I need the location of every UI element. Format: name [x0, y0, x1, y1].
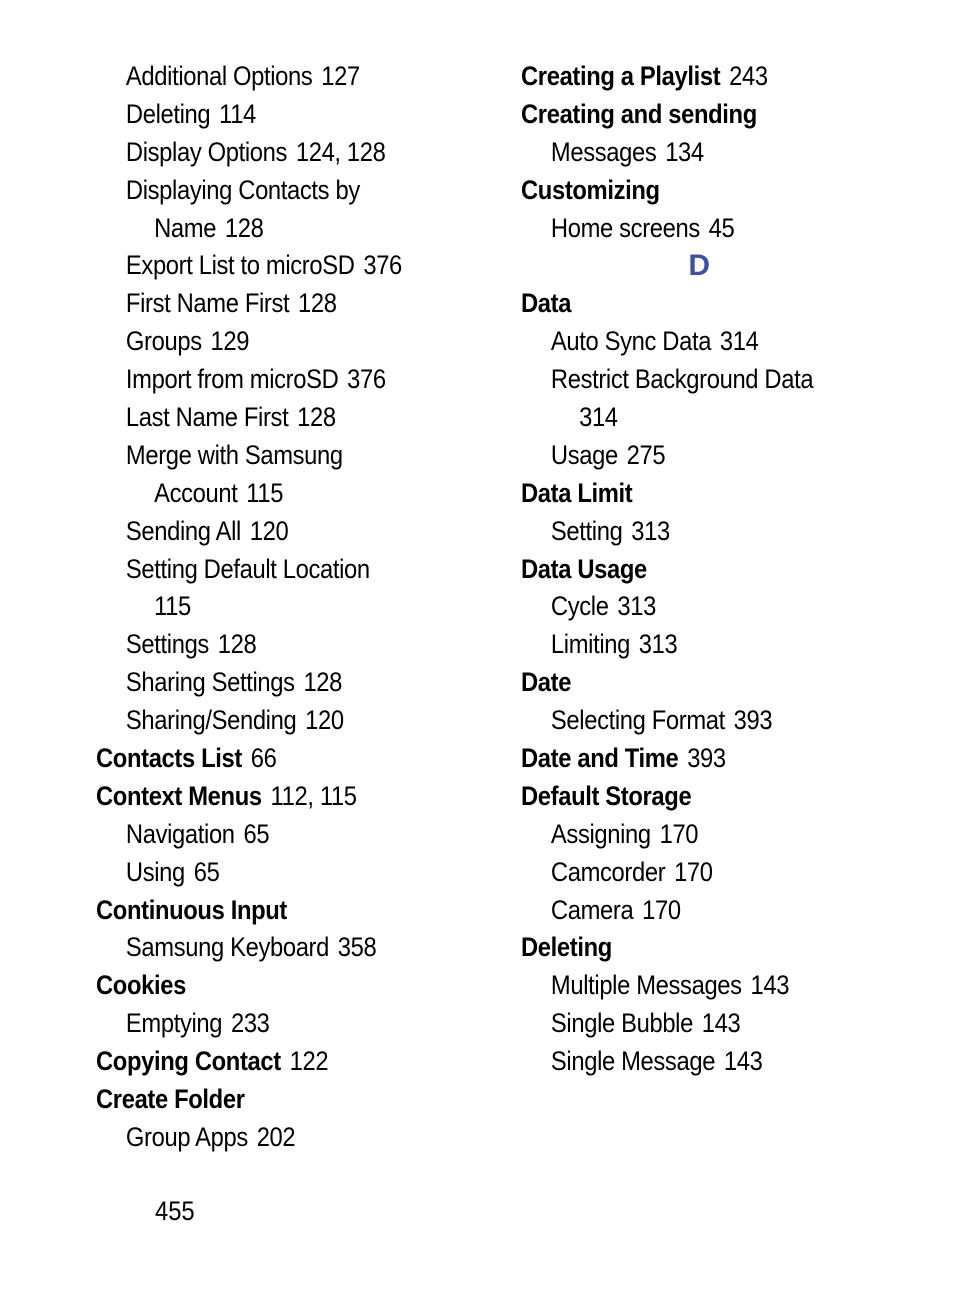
entry-term: Emptying: [125, 1008, 223, 1039]
entry-page-ref: 143: [701, 1008, 741, 1039]
entry-term: Default Storage: [521, 780, 692, 811]
entry-term: Usage: [550, 439, 618, 470]
entry-term: Displaying Contacts by: [125, 174, 360, 205]
index-subentry: [96, 854, 448, 892]
index-subentry: [96, 929, 448, 967]
index-subentry: [96, 172, 448, 210]
entry-page-ref: 120: [305, 705, 344, 736]
entry-term: Create Folder: [96, 1084, 245, 1115]
index-entry: [521, 551, 873, 589]
entry-page-ref: 128: [217, 629, 257, 660]
index-entry: [96, 1081, 448, 1119]
index-subentry: [521, 626, 873, 664]
entry-page-ref: 314: [579, 402, 618, 433]
entry-page-ref: 65: [193, 856, 220, 887]
entry-term: Context Menus: [96, 780, 262, 811]
index-entry: [96, 740, 448, 778]
index-subentry: [96, 134, 448, 172]
index-subentry-continuation: [521, 399, 873, 437]
index-subentry: [96, 551, 448, 589]
entry-term: Navigation: [125, 818, 235, 849]
entry-term: Cycle: [550, 591, 609, 622]
entry-page-ref: 114: [219, 98, 256, 129]
entry-term: Name: [154, 212, 217, 243]
entry-page-ref: 170: [642, 894, 681, 925]
entry-term: Settings: [125, 629, 209, 660]
entry-page-ref: 358: [337, 932, 377, 963]
entry-page-ref: 115: [154, 591, 191, 622]
index-subentry-continuation: [96, 475, 448, 513]
index-subentry: [96, 323, 448, 361]
entry-term: Date and Time: [521, 743, 679, 774]
entry-term: Additional Options: [125, 61, 313, 91]
entry-page-ref: 376: [363, 250, 402, 281]
entry-term: Data Usage: [521, 553, 647, 584]
index-subentry: [96, 361, 448, 399]
index-subentry: [521, 854, 873, 892]
entry-term: Samsung Keyboard: [125, 932, 329, 963]
entry-term: Home screens: [550, 212, 700, 243]
entry-page-ref: 143: [750, 970, 790, 1001]
index-entry: [96, 892, 448, 930]
index-subentry: [521, 892, 873, 930]
entry-term: First Name First: [125, 288, 290, 319]
index-subentry: [96, 247, 448, 285]
entry-term: Assigning: [550, 818, 651, 849]
entry-page-ref: 393: [733, 705, 773, 736]
index-subentry: [521, 1005, 873, 1043]
entry-term: Date: [521, 667, 572, 698]
index-entry: [96, 967, 448, 1005]
index-subentry: [521, 513, 873, 551]
index-entry: [521, 740, 873, 778]
page-number: 455: [155, 1196, 195, 1226]
entry-term: Setting: [550, 515, 623, 546]
entry-term: Merge with Samsung: [125, 439, 343, 470]
entry-term: Contacts List: [96, 743, 242, 774]
entry-term: Import from microSD: [125, 364, 339, 395]
entry-term: Restrict Background Data: [550, 364, 814, 395]
entry-page-ref: 65: [243, 818, 270, 849]
entry-page-ref: 122: [289, 1046, 329, 1077]
entry-term: Setting Default Location: [125, 553, 370, 584]
index-entry: [521, 58, 873, 96]
entry-term: Copying Contact: [96, 1046, 281, 1077]
entry-page-ref: 143: [723, 1046, 763, 1077]
entry-term: Creating a Playlist: [521, 61, 721, 91]
index-subentry: [521, 210, 873, 248]
entry-term: Single Bubble: [550, 1008, 693, 1039]
index-entry: [521, 475, 873, 513]
entry-page-ref: 127: [321, 61, 360, 91]
index-subentry: [521, 323, 873, 361]
index-entry: [521, 285, 873, 323]
index-entry: [96, 1043, 448, 1081]
entry-page-ref: 120: [249, 515, 289, 546]
entry-page-ref: 129: [210, 326, 250, 357]
index-subentry: [521, 588, 873, 626]
index-subentry-continuation: [96, 210, 448, 248]
index-subentry: [521, 967, 873, 1005]
index-subentry: [521, 702, 873, 740]
entry-page-ref: 115: [246, 477, 284, 508]
index-subentry-continuation: [96, 588, 448, 626]
entry-page-ref: 170: [674, 856, 713, 887]
index-subentry: [96, 58, 448, 96]
entry-page-ref: 66: [250, 743, 277, 774]
index-subentry: [521, 816, 873, 854]
index-subentry: [96, 1005, 448, 1043]
entry-page-ref: 233: [230, 1008, 270, 1039]
entry-page-ref: 45: [708, 212, 735, 243]
entry-page-ref: 313: [638, 629, 678, 660]
entry-page-ref: 275: [626, 439, 666, 470]
entry-term: Using: [125, 856, 185, 887]
index-subentry: [96, 664, 448, 702]
entry-term: Display Options: [125, 136, 288, 167]
entry-term: Sharing/Sending: [125, 705, 297, 736]
entry-term: Camera: [550, 894, 634, 925]
index-subentry: [521, 1043, 873, 1081]
entry-term: Data: [521, 288, 572, 319]
entry-page-ref: 313: [631, 515, 670, 546]
section-letter-text: D: [688, 249, 710, 283]
entry-page-ref: 128: [298, 288, 337, 319]
entry-term: Auto Sync Data: [550, 326, 712, 357]
entry-page-ref: 128: [297, 402, 336, 433]
entry-term: Continuous Input: [96, 894, 288, 925]
index-subentry: [96, 513, 448, 551]
entry-page-ref: 128: [224, 212, 264, 243]
entry-term: Group Apps: [125, 1121, 248, 1152]
entry-term: Sending All: [125, 515, 241, 546]
entry-term: Camcorder: [550, 856, 666, 887]
entry-term: Deleting: [521, 932, 612, 963]
entry-term: Groups: [125, 326, 202, 357]
entry-term: Deleting: [125, 98, 211, 129]
entry-term: Last Name First: [125, 402, 289, 433]
entry-page-ref: 128: [303, 667, 343, 698]
index-subentry: [96, 816, 448, 854]
entry-term: Data Limit: [521, 477, 633, 508]
index-column-right: [521, 58, 921, 1081]
entry-term: Cookies: [96, 970, 186, 1001]
index-subentry: [96, 437, 448, 475]
entry-page-ref: 124, 128: [295, 136, 386, 167]
entry-page-ref: 393: [687, 743, 726, 774]
entry-term: Account: [154, 477, 238, 508]
index-entry: [521, 664, 873, 702]
entry-term: Creating and sending: [521, 98, 757, 129]
index-subentry: [521, 361, 873, 399]
index-subentry: [96, 1119, 448, 1157]
index-entry: [521, 172, 873, 210]
index-entry: [96, 778, 448, 816]
index-subentry: [521, 437, 873, 475]
entry-page-ref: 170: [659, 818, 699, 849]
entry-term: Export List to microSD: [125, 250, 355, 281]
entry-page-ref: 313: [617, 591, 656, 622]
entry-page-ref: 112, 115: [270, 780, 357, 811]
entry-page-ref: 376: [347, 364, 386, 395]
index-entry: [521, 96, 873, 134]
index-entry: [521, 929, 873, 967]
entry-term: Multiple Messages: [550, 970, 742, 1001]
index-section-letter: [521, 247, 877, 285]
entry-term: Selecting Format: [550, 705, 725, 736]
entry-page-ref: 202: [256, 1121, 296, 1152]
index-subentry: [96, 702, 448, 740]
entry-page-ref: 243: [729, 61, 768, 91]
index-subentry: [521, 134, 873, 172]
index-subentry: [96, 626, 448, 664]
index-column-left: [96, 58, 496, 1157]
entry-term: Limiting: [550, 629, 630, 660]
entry-page-ref: 314: [719, 326, 759, 357]
entry-page-ref: 134: [665, 136, 704, 167]
index-subentry: [96, 399, 448, 437]
index-subentry: [96, 285, 448, 323]
entry-term: Messages: [550, 136, 657, 167]
index-subentry: [96, 96, 448, 134]
index-entry: [521, 778, 873, 816]
entry-term: Single Message: [550, 1046, 716, 1077]
entry-term: Customizing: [521, 174, 660, 205]
entry-term: Sharing Settings: [125, 667, 295, 698]
